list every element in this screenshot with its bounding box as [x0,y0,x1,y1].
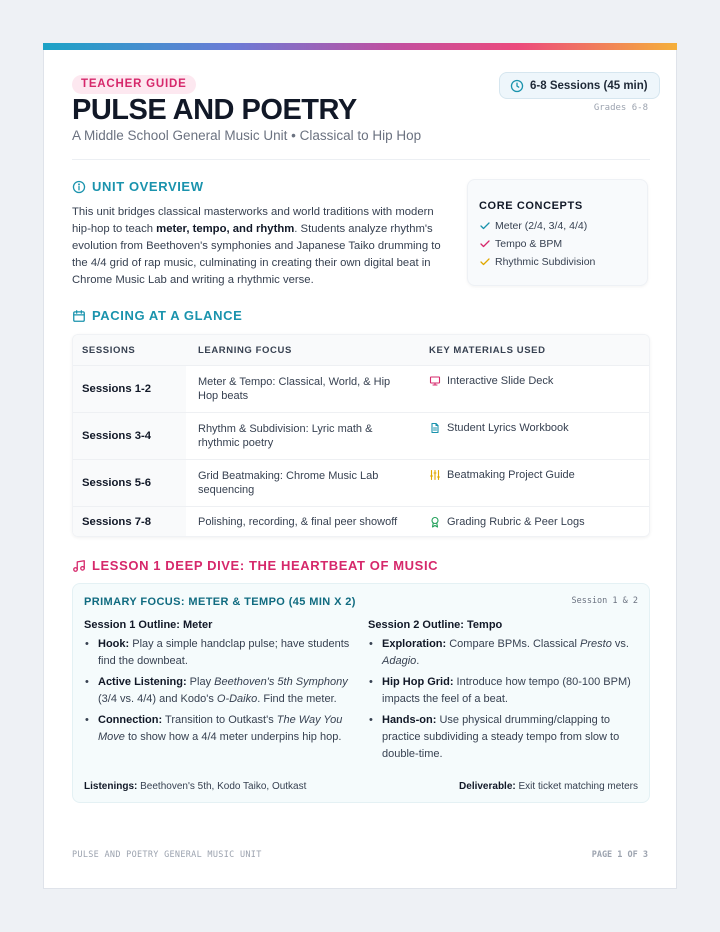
lesson-card [72,583,650,803]
session-2-title: Session 2 Outline: Tempo [368,619,503,631]
column-header: SESSIONS [82,344,136,356]
page-title: PULSE AND POETRY [72,94,357,126]
calendar-icon [72,309,86,323]
sessions-cell: Sessions 5-6 [73,460,186,506]
list-item: • Exploration: Compare BPMs. Classical Presto vs. Adagio. [368,636,638,670]
session-1-title: Session 1 Outline: Meter [84,619,213,631]
core-concept-item: Rhythmic Subdivision [479,253,637,271]
materials-cell: Grading Rubric & Peer Logs [417,507,649,528]
award-icon [429,516,441,528]
clock-icon [510,79,524,93]
column-header: KEY MATERIALS USED [429,344,546,356]
materials-cell: Student Lyrics Workbook [417,413,649,434]
footer-title: PULSE AND POETRY GENERAL MUSIC UNIT [72,850,262,860]
check-icon [479,256,491,268]
check-icon [479,238,491,250]
core-concepts-card [467,179,648,286]
column-header: LEARNING FOCUS [198,344,292,356]
sessions-cell: Sessions 1-2 [73,366,186,412]
document-icon [429,422,441,434]
primary-focus: PRIMARY FOCUS: METER & TEMPO (45 MIN X 2) [84,596,356,608]
pacing-heading: PACING AT A GLANCE [72,308,242,323]
info-icon [72,180,86,194]
teacher-guide-badge: TEACHER GUIDE [72,75,196,94]
materials-cell: Interactive Slide Deck [417,366,649,387]
session-tag: Session 1 & 2 [571,596,638,606]
sessions-duration-pill [499,72,660,99]
list-item: • Connection: Transition to Outkast's The Way You Move to show how a 4/4 meter underpins hip hop. [84,712,354,746]
materials-cell: Beatmaking Project Guide [417,460,649,481]
list-item: • Active Listening: Play Beethoven's 5th Symphony (3/4 vs. 4/4) and Kodo's O-Daiko. Find the meter. [84,674,354,708]
grade-level: Grades 6-8 [593,103,648,113]
focus-cell: Meter & Tempo: Classical, World, & Hip Hop beats [198,376,391,402]
unit-overview-text: This unit bridges classical masterworks and world traditions with modern hip-hop to teach meter, tempo, and rhythm. Students analyze rhythm's evolution from Beethoven's symphonies and Japanese Taiko drumming to the 4/4 grid of rap music, culminating in creating their own digital beat in Chrome Music Lab and writing a rhythmic verse. [72,206,441,286]
gradient-top-bar [43,43,677,50]
deliverable: Deliverable: Exit ticket matching meters [459,781,638,792]
header-divider [72,159,650,160]
listenings: Listenings: Beethoven's 5th, Kodo Taiko, Outkast [84,781,307,792]
focus-cell: Rhythm & Subdivision: Lyric math & rhythmic poetry [198,423,373,449]
table-row [73,506,649,536]
table-row [73,459,649,506]
check-icon [479,220,491,232]
core-concepts-title: CORE CONCEPTS [479,200,583,212]
pacing-table [72,334,650,537]
document-page [43,43,677,889]
session-2-outline [368,619,638,767]
page-number: PAGE 1 OF 3 [591,850,648,860]
table-row [73,365,649,412]
list-item: • Hook: Play a simple handclap pulse; have students find the downbeat. [84,636,354,670]
lesson-heading: LESSON 1 DEEP DIVE: THE HEARTBEAT OF MUSIC [72,558,438,573]
page-subtitle: A Middle School General Music Unit • Classical to Hip Hop [72,128,422,143]
session-1-outline [84,619,354,750]
music-note-icon [72,559,86,573]
sessions-cell: Sessions 3-4 [73,413,186,459]
list-item: • Hands-on: Use physical drumming/clapping to practice subdividing a steady tempo from slow to double-time. [368,712,638,763]
unit-overview-heading: UNIT OVERVIEW [72,179,204,194]
sessions-duration-label: 6-8 Sessions (45 min) [530,79,648,92]
sliders-icon [429,469,441,481]
focus-cell: Polishing, recording, & final peer showoff [198,515,398,528]
sessions-cell: Sessions 7-8 [73,507,186,536]
table-header [73,335,649,365]
presentation-icon [429,375,441,387]
core-concept-item: Tempo & BPM [479,235,637,253]
list-item: • Hip Hop Grid: Introduce how tempo (80-100 BPM) impacts the feel of a beat. [368,674,638,708]
core-concept-item: Meter (2/4, 3/4, 4/4) [479,217,637,235]
table-row [73,412,649,459]
focus-cell: Grid Beatmaking: Chrome Music Lab sequencing [198,470,379,496]
